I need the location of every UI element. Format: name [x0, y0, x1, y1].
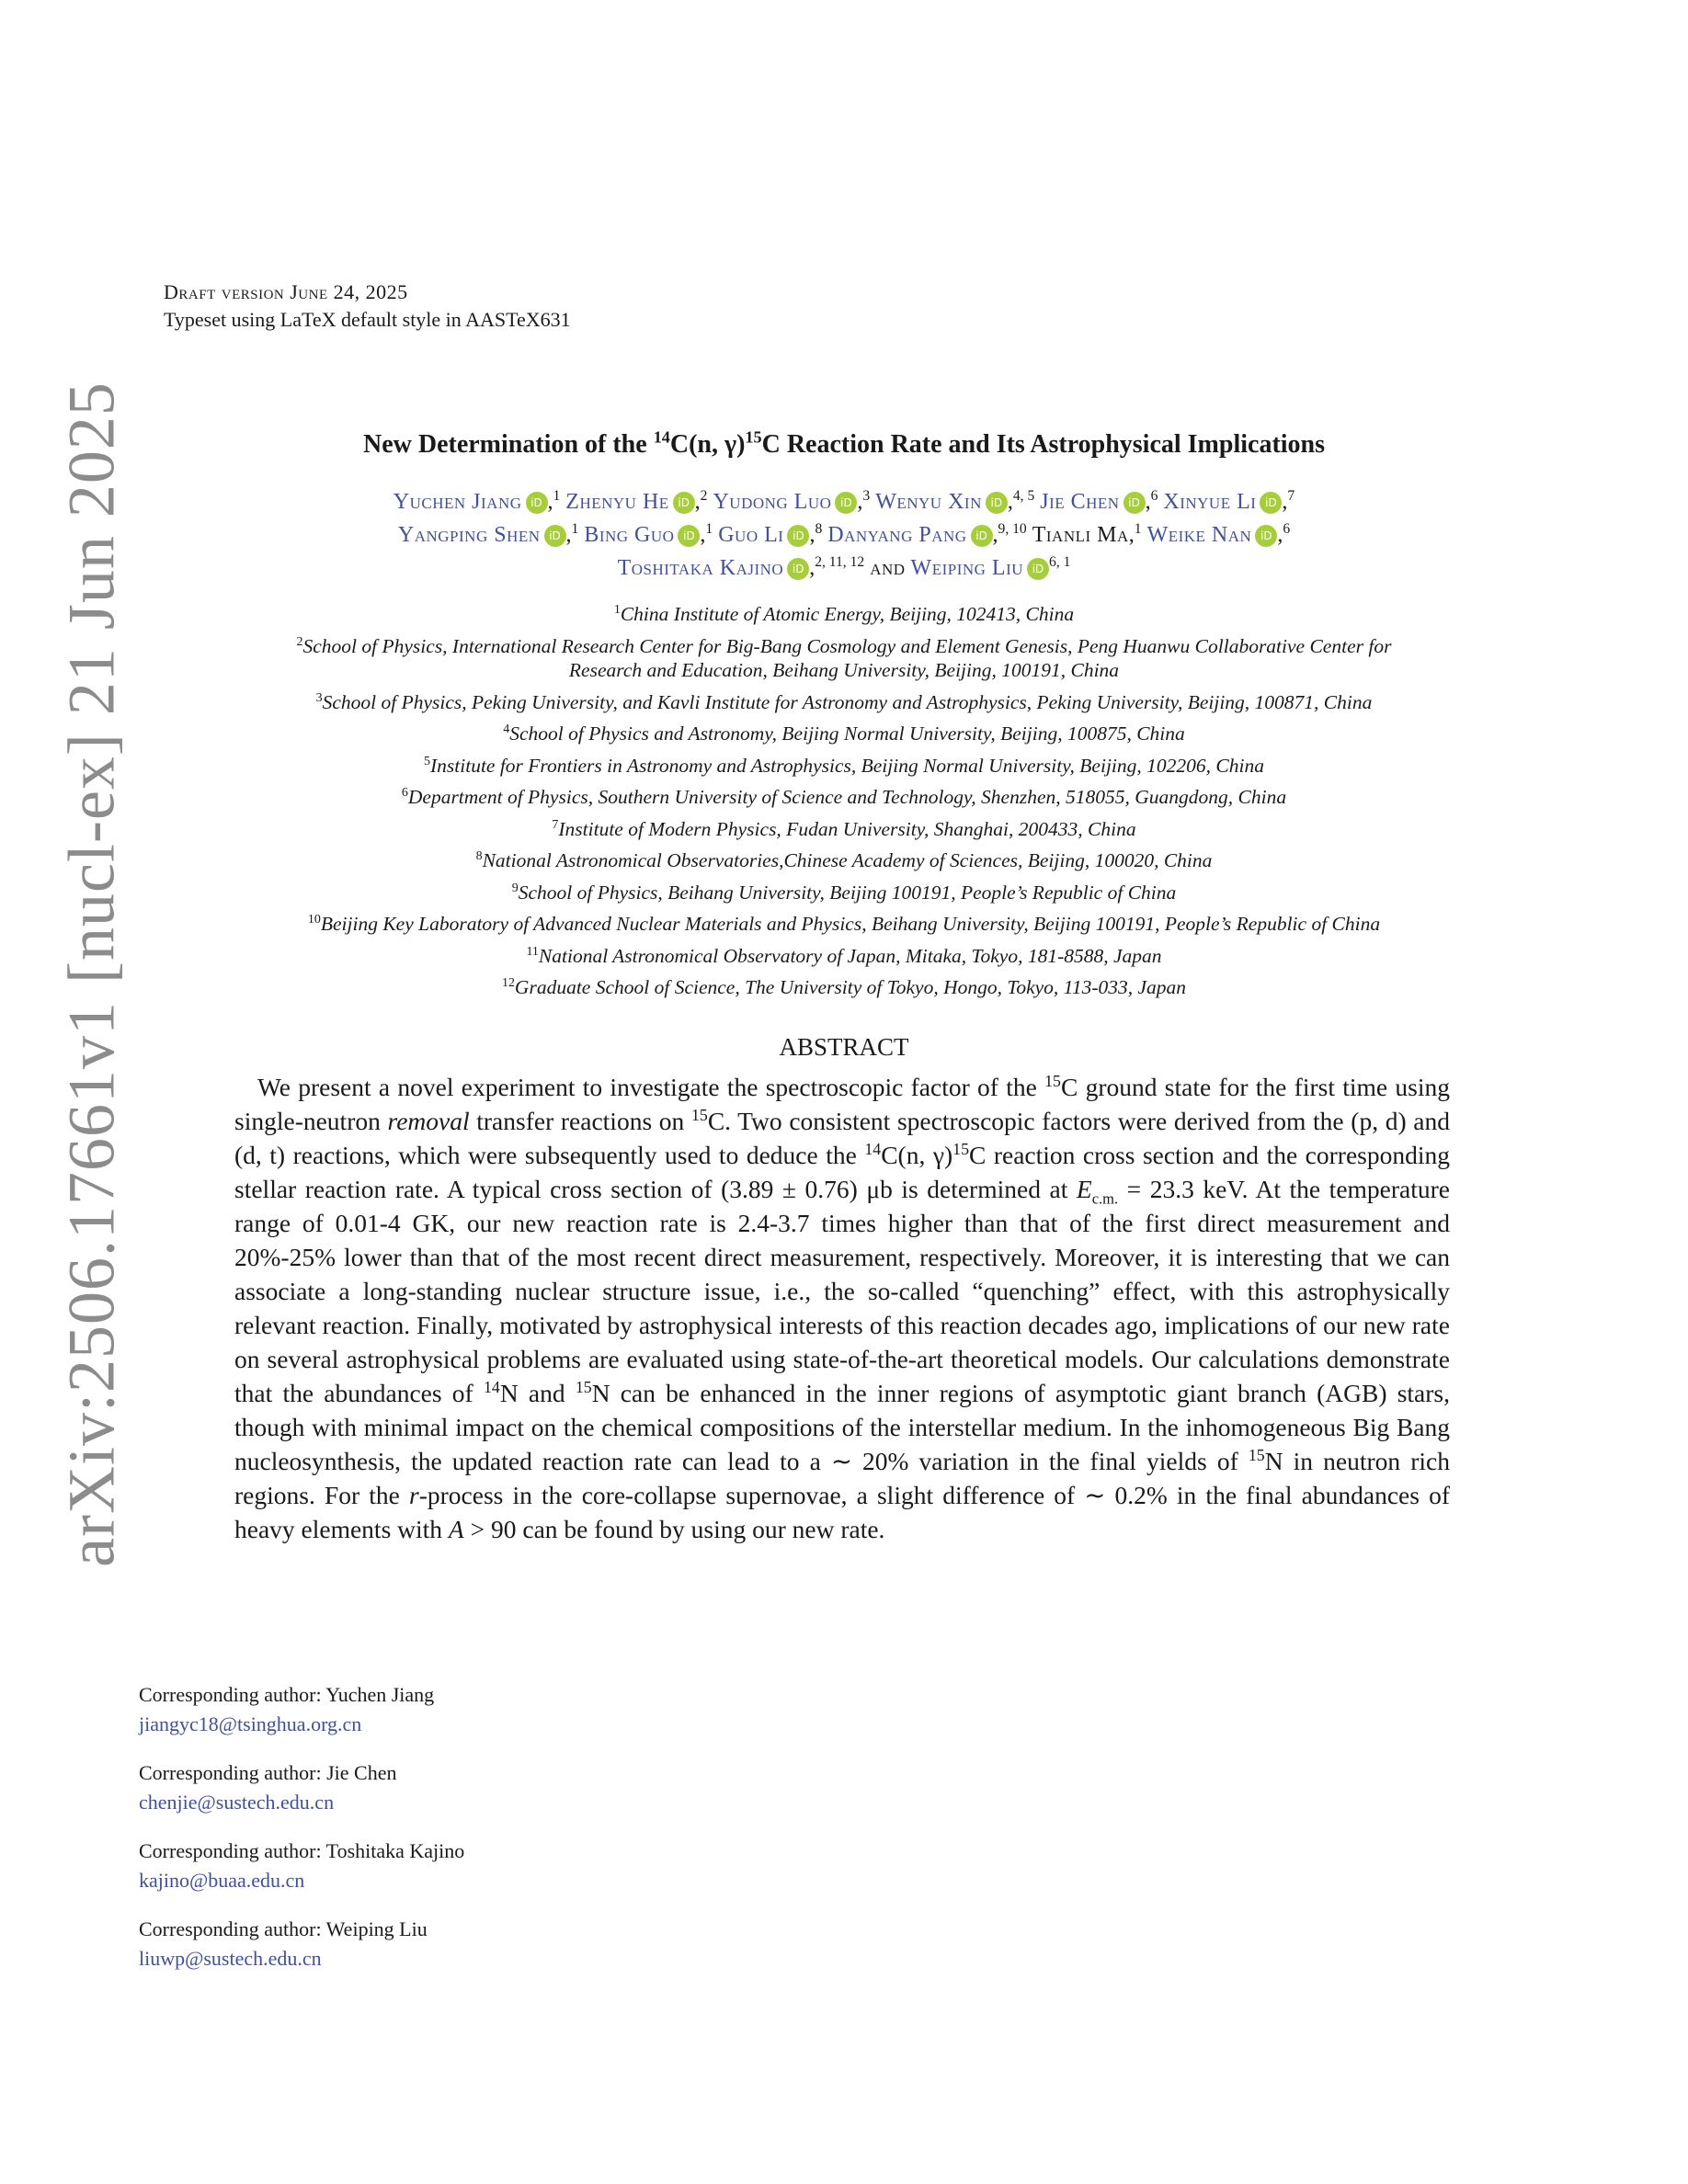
- author-6[interactable]: Yangping Shen iD ,$^1$: [397, 521, 579, 547]
- author-1[interactable]: Zhenyu He iD ,$^2$: [565, 488, 708, 514]
- orcid-icon[interactable]: iD: [787, 558, 809, 580]
- abstract-heading: ABSTRACT: [779, 1033, 909, 1061]
- affiliation-item: $^{10}$Beijing Key Laboratory of Advanced Nuclear Materials and Physics, Beihang University, Beijing 100191, People’s Republic of China: [307, 912, 1381, 935]
- orcid-icon[interactable]: iD: [1027, 558, 1049, 580]
- author-list: [0, 485, 1688, 585]
- affiliation-item: $^3$School of Physics, Peking University, and Kavli Institute for Astronomy and Astrophysics, Peking University, Beijing, 100871, China: [315, 690, 1373, 713]
- corresponding-author-block: [139, 1758, 464, 1817]
- orcid-icon[interactable]: iD: [1123, 492, 1146, 514]
- affiliation-item: $^8$National Astronomical Observatories,Chinese Academy of Sciences, Beijing, 100020, China: [475, 848, 1213, 871]
- author-7[interactable]: Bing Guo iD ,$^1$: [584, 521, 713, 547]
- orcid-icon[interactable]: iD: [1255, 525, 1277, 547]
- author-10: Tianli Ma,$^1$: [1032, 521, 1142, 547]
- typeset-suffix: default style in AASTeX631: [336, 308, 571, 331]
- author-12[interactable]: Toshitaka Kajino iD ,$^{2, 11, 12}$: [617, 554, 865, 580]
- email-link[interactable]: chenjie@sustech.edu.cn: [139, 1791, 335, 1814]
- corresponding-author-label: Corresponding author: Toshitaka Kajino: [139, 1839, 465, 1862]
- orcid-icon[interactable]: iD: [971, 525, 993, 547]
- affiliation-item: $^9$School of Physics, Beihang University, Beijing 100191, People’s Republic of China: [511, 881, 1177, 904]
- email-link[interactable]: liuwp@sustech.edu.cn: [139, 1947, 322, 1970]
- typeset-prefix: Typeset using: [164, 308, 280, 331]
- affiliation-item: $^4$School of Physics and Astronomy, Beijing Normal University, Beijing, 100875, China: [503, 722, 1185, 745]
- affiliation-item: $^2$School of Physics, International Research Center for Big-Bang Cosmology and Element Genesis, Peng Huanwu Collaborative Center for Research and Education, Beihang University, Beijing, 100191, China: [296, 634, 1392, 681]
- abstract-body: We present a novel experiment to investigate the spectroscopic factor of the $^{15}$C ground state for the first time using single-neutron removal transfer reactions on $^{15}$C. Two consistent spectroscopic factors were derived from the (p, d) and (d, t) reactions, which were subsequently used to deduce the $^{14}$C(n, γ)$^{15}$C reaction cross section and the corresponding stellar reaction rate. A typical cross section of (3.89 ± 0.76) μb is determined at $E_{c.m.} = 23.3$ keV. At the temperature range of 0.01-4 GK, our new reaction rate is 2.4-3.7 times higher than that of the first direct measurement and 20%-25% lower than that of the most recent direct measurement, respectively. Moreover, it is interesting that we can associate a long-standing nuclear structure issue, i.e., the so-called “quenching” effect, with this astrophysically relevant reaction. Finally, motivated by astrophysical interests of this reaction decades ago, implications of our new rate on several astrophysical problems are evaluated using state-of-the-art theoretical models. Our calculations demonstrate that the abundances of $^{14}$N and $^{15}$N can be enhanced in the inner regions of asymptotic giant branch (AGB) stars, though with minimal impact on the chemical compositions of the interstellar medium. In the inhomogeneous Big Bang nucleosynthesis, the updated reaction rate can lead to a ∼ 20% variation in the final yields of $^{15}$N in neutron rich regions. For the r-process in the core-collapse supernovae, a slight difference of ∼ 0.2% in the final abundances of heavy elements with A > 90 can be found by using our new rate.: [234, 1071, 1451, 1543]
- corresponding-author-block: [139, 1915, 464, 1974]
- orcid-icon[interactable]: iD: [1260, 492, 1282, 514]
- orcid-icon[interactable]: iD: [673, 492, 695, 514]
- corresponding-author-label: Corresponding author: Yuchen Jiang: [139, 1683, 435, 1706]
- affiliation-item: $^6$Department of Physics, Southern University of Science and Technology, Shenzhen, 518055, Guangdong, China: [401, 785, 1287, 808]
- author-line-1: [0, 485, 1688, 518]
- author-13[interactable]: Weiping Liu iD $^{6, 1}$: [910, 554, 1071, 580]
- orcid-icon[interactable]: iD: [986, 492, 1008, 514]
- paper-title: New Determination of the $^{14}$C(n, γ)$^{15}$C Reaction Rate and Its Astrophysical Implications: [362, 427, 1326, 459]
- corresponding-author-label: Corresponding author: Jie Chen: [139, 1761, 397, 1784]
- affiliation-item: $^7$Institute of Modern Physics, Fudan University, Shanghai, 200433, China: [552, 817, 1136, 840]
- orcid-icon[interactable]: iD: [544, 525, 566, 547]
- author-0[interactable]: Yuchen Jiang iD ,$^1$: [393, 488, 561, 514]
- typeset-line: [164, 306, 571, 334]
- author-4[interactable]: Jie Chen iD ,$^6$: [1040, 488, 1158, 514]
- author-11[interactable]: Weike Nan iD ,$^6$: [1146, 521, 1291, 547]
- author-3[interactable]: Wenyu Xin iD ,$^{4, 5}$: [875, 488, 1035, 514]
- corresponding-author-block: [139, 1680, 464, 1739]
- latex-logo: LaTeX: [279, 308, 336, 331]
- author-5[interactable]: Xinyue Li iD ,$^7$: [1163, 488, 1295, 514]
- author-8[interactable]: Guo Li iD ,$^8$: [718, 521, 823, 547]
- affiliation-item: $^{11}$National Astronomical Observatory of Japan, Mitaka, Tokyo, 181-8588, Japan: [526, 944, 1162, 967]
- author-2[interactable]: Yudong Luo iD ,$^3$: [713, 488, 871, 514]
- corresponding-author-block: [139, 1837, 464, 1895]
- affiliation-item: $^1$China Institute of Atomic Energy, Beijing, 102413, China: [613, 602, 1075, 625]
- author-9[interactable]: Danyang Pang iD ,$^{9, 10}$: [827, 521, 1027, 547]
- draft-header: [164, 279, 571, 334]
- email-link[interactable]: kajino@buaa.edu.cn: [139, 1869, 305, 1892]
- affiliation-list: [0, 598, 1688, 1004]
- and-word: and: [870, 556, 906, 580]
- arxiv-identifier-stamp: arXiv:2506.17661v1 [nucl-ex] 21 Jun 2025: [54, 381, 129, 1567]
- corresponding-authors: [139, 1680, 464, 1993]
- orcid-icon[interactable]: iD: [835, 492, 857, 514]
- affiliation-item: $^5$Institute for Frontiers in Astronomy and Astrophysics, Beijing Normal University, Beijing, 102206, China: [424, 754, 1264, 777]
- email-link[interactable]: jiangyc18@tsinghua.org.cn: [139, 1712, 362, 1735]
- orcid-icon[interactable]: iD: [787, 525, 809, 547]
- orcid-icon[interactable]: iD: [678, 525, 700, 547]
- author-line-3: [0, 552, 1688, 585]
- author-line-2: [0, 518, 1688, 552]
- orcid-icon[interactable]: iD: [526, 492, 548, 514]
- affiliation-item: $^{12}$Graduate School of Science, The University of Tokyo, Hongo, Tokyo, 113-033, Japan: [501, 975, 1187, 998]
- corresponding-author-label: Corresponding author: Weiping Liu: [139, 1917, 428, 1940]
- draft-version-line: Draft version June 24, 2025: [164, 280, 408, 303]
